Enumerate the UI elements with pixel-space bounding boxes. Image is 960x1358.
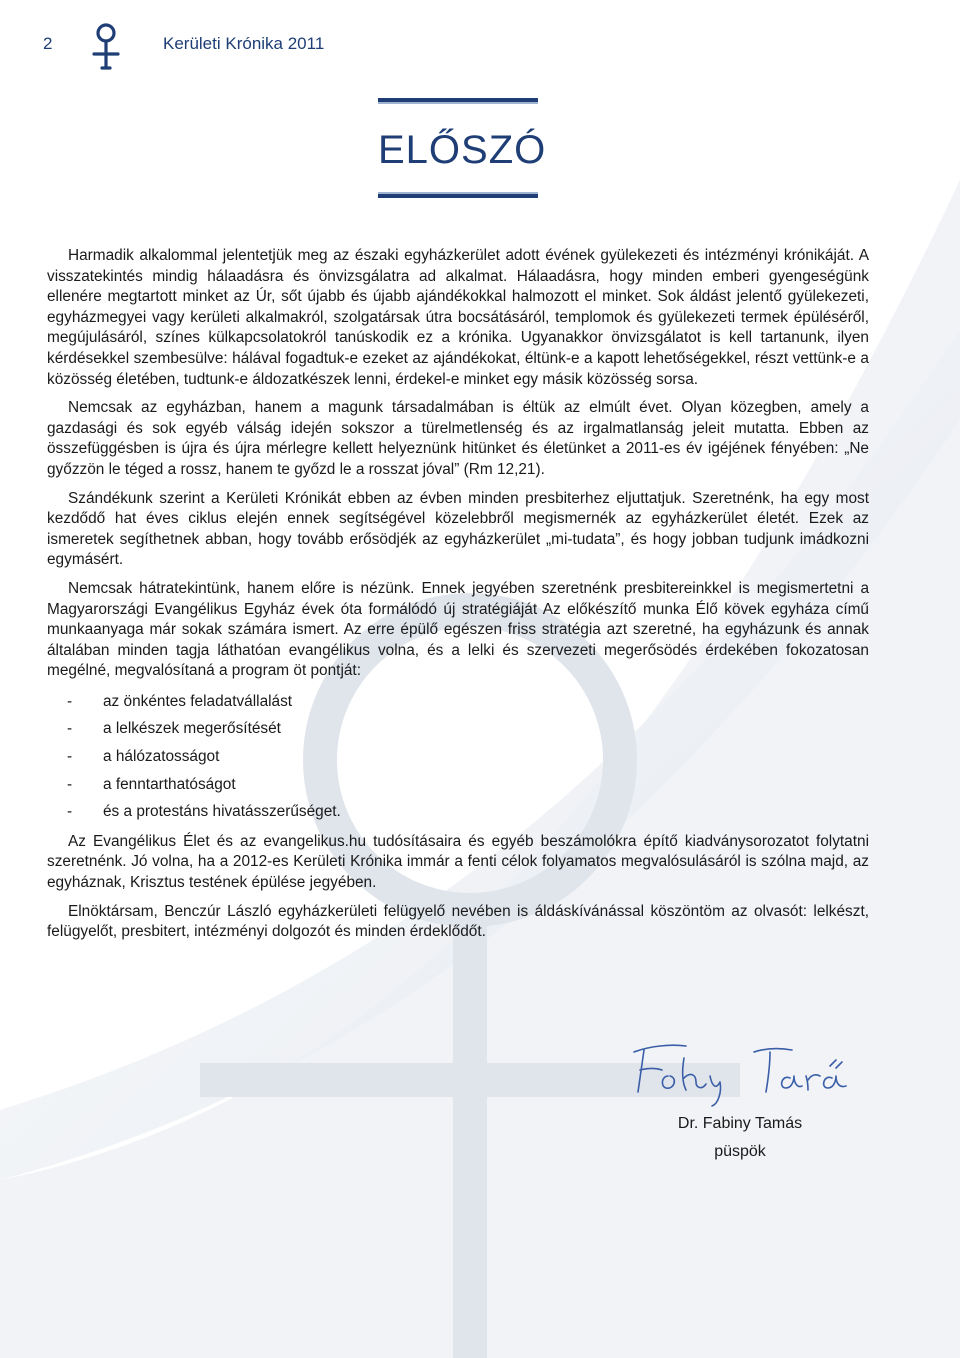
- list-marker: -: [67, 775, 73, 793]
- paragraph: Harmadik alkalommal jelentetjük meg az északi egyházkerület adott évének gyülekezeti és intézményi krónikáját. A visszatekintés mindig hálaadásra és önvizsgálatra ad alkalmat. Hálaadásra, hogy minden emberi gyengeségünk ellenére megtartott minket az Úr, sőt újabb és újabb ajándékokkal halmozott el minket. Sok áldást jelentő gyülekezeti, egyházmegyei vagy kerületi alkalmakról, szolgatársak útra bocsátásáról, templomok és gyülekezeti termek épüléséről, megújulásáról, színes külkapcsolatokról tanúskodik ez a krónika. Ugyanakkor önvizsgálatot is kell tartanunk, ilyen kérdésekkel szembesülve: hálával fogadtuk-e ezeket az ajándékokat, éltünk-e a kapott lehetőségekkel, részt vettünk-e a közösség életében, tudtunk-e áldozatkészek lenni, érdekel-e minket egy másik közösség sorsa.: [47, 247, 869, 388]
- list-item: [47, 743, 869, 771]
- program-points-list: [47, 688, 869, 826]
- luther-rose-cross-logo: [84, 22, 132, 70]
- page-title: ELŐSZÓ: [378, 128, 547, 172]
- list-marker: -: [67, 803, 73, 821]
- list-item-text: a fenntarthatóságot: [103, 775, 236, 793]
- signer-name: Dr. Fabiny Tamás: [677, 1115, 803, 1132]
- list-marker: -: [67, 692, 73, 710]
- list-marker: -: [67, 748, 73, 766]
- title-block: [378, 98, 547, 198]
- list-item-text: és a protestáns hivatásszerűséget.: [103, 803, 341, 821]
- title-rule-bottom: [378, 192, 538, 198]
- title-rule-top: [378, 98, 538, 104]
- list-item-text: a hálózatosságot: [103, 748, 220, 766]
- body-text: [47, 246, 869, 951]
- publication-title: Kerületi Krónika 2011: [163, 34, 325, 53]
- list-item: [47, 715, 869, 743]
- paragraph: Az Evangélikus Élet és az evangelikus.hu tudósításaira és egyéb beszámolókra építő kiadványsorozatot folytatni szeretnénk. Jó volna, ha a 2012-es Kerületi Krónika immár a fenti célok folyamatos megvalósulásáról is szólna majd, az egyháznak, Krisztus testének épülése jegyében.: [47, 832, 869, 892]
- page-header: [0, 22, 960, 72]
- paragraph: Nemcsak hátratekintünk, hanem előre is nézünk. Ennek jegyében szeretnénk presbitereinkkel is megismertetni a Magyarországi Evangélikus Egyház évek óta formálódó új stratégiáját Az előkészítő munka Élő kövek egyháza című munkaanyaga már sokak számára ismert. Az erre épülő egészen friss stratégia azt szeretné, ha egyházunk és annak általában minden tagja láthatóan evangélikus volna, és a lelki és szervezeti megerősödés érdekében fokozatosan megélné, megvalósítaná a program öt pontját:: [47, 579, 869, 680]
- list-item: [47, 771, 869, 799]
- list-item-text: a lelkészek megerősítését: [103, 720, 281, 738]
- signature-block: [640, 1110, 840, 1166]
- signer-role: püspök: [714, 1143, 766, 1160]
- list-marker: -: [67, 720, 73, 738]
- list-item-text: az önkéntes feladatvállalást: [103, 692, 293, 710]
- paragraph: Elnöktársam, Benczúr László egyházkerületi felügyelő nevében is áldáskívánással köszöntöm az olvasót: lelkészt, felügyelőt, presbitert, intézményi dolgozót és minden érdeklődőt.: [47, 902, 869, 941]
- list-item: [47, 688, 869, 716]
- page-number: 2: [43, 34, 53, 53]
- paragraph: Szándékunk szerint a Kerületi Krónikát ebben az évben minden presbiterhez eljuttatjuk. Szeretnénk, ha egy most kezdődő hat éves ciklus elején ennek segítségével közelebbről megismernék az egyházkerület életét. Ezek az ismeretek segíthetnek abban, hogy tovább erősödjék az egyházkerület „mi-tudata”, és hogy jobban tudjunk imádkozni egymásért.: [47, 489, 869, 569]
- handwritten-signature: [620, 1030, 860, 1110]
- list-item: [47, 798, 869, 826]
- paragraph: Nemcsak az egyházban, hanem a magunk társadalmában is éltük az elmúlt évet. Olyan közegben, amely a gazdasági és sok egyéb válság idején sokszor a türelmetlenség és az irgalmatlanság jeleit mutatta. Ebben az összefüggésben is újra és újra mérlegre kellett helyeznünk hitünket és életünket a 2011-es év igéjének fényében: „Ne győzzön le téged a rossz, hanem te győzd le a rosszat jóval” (Rm 12,21).: [47, 399, 869, 478]
